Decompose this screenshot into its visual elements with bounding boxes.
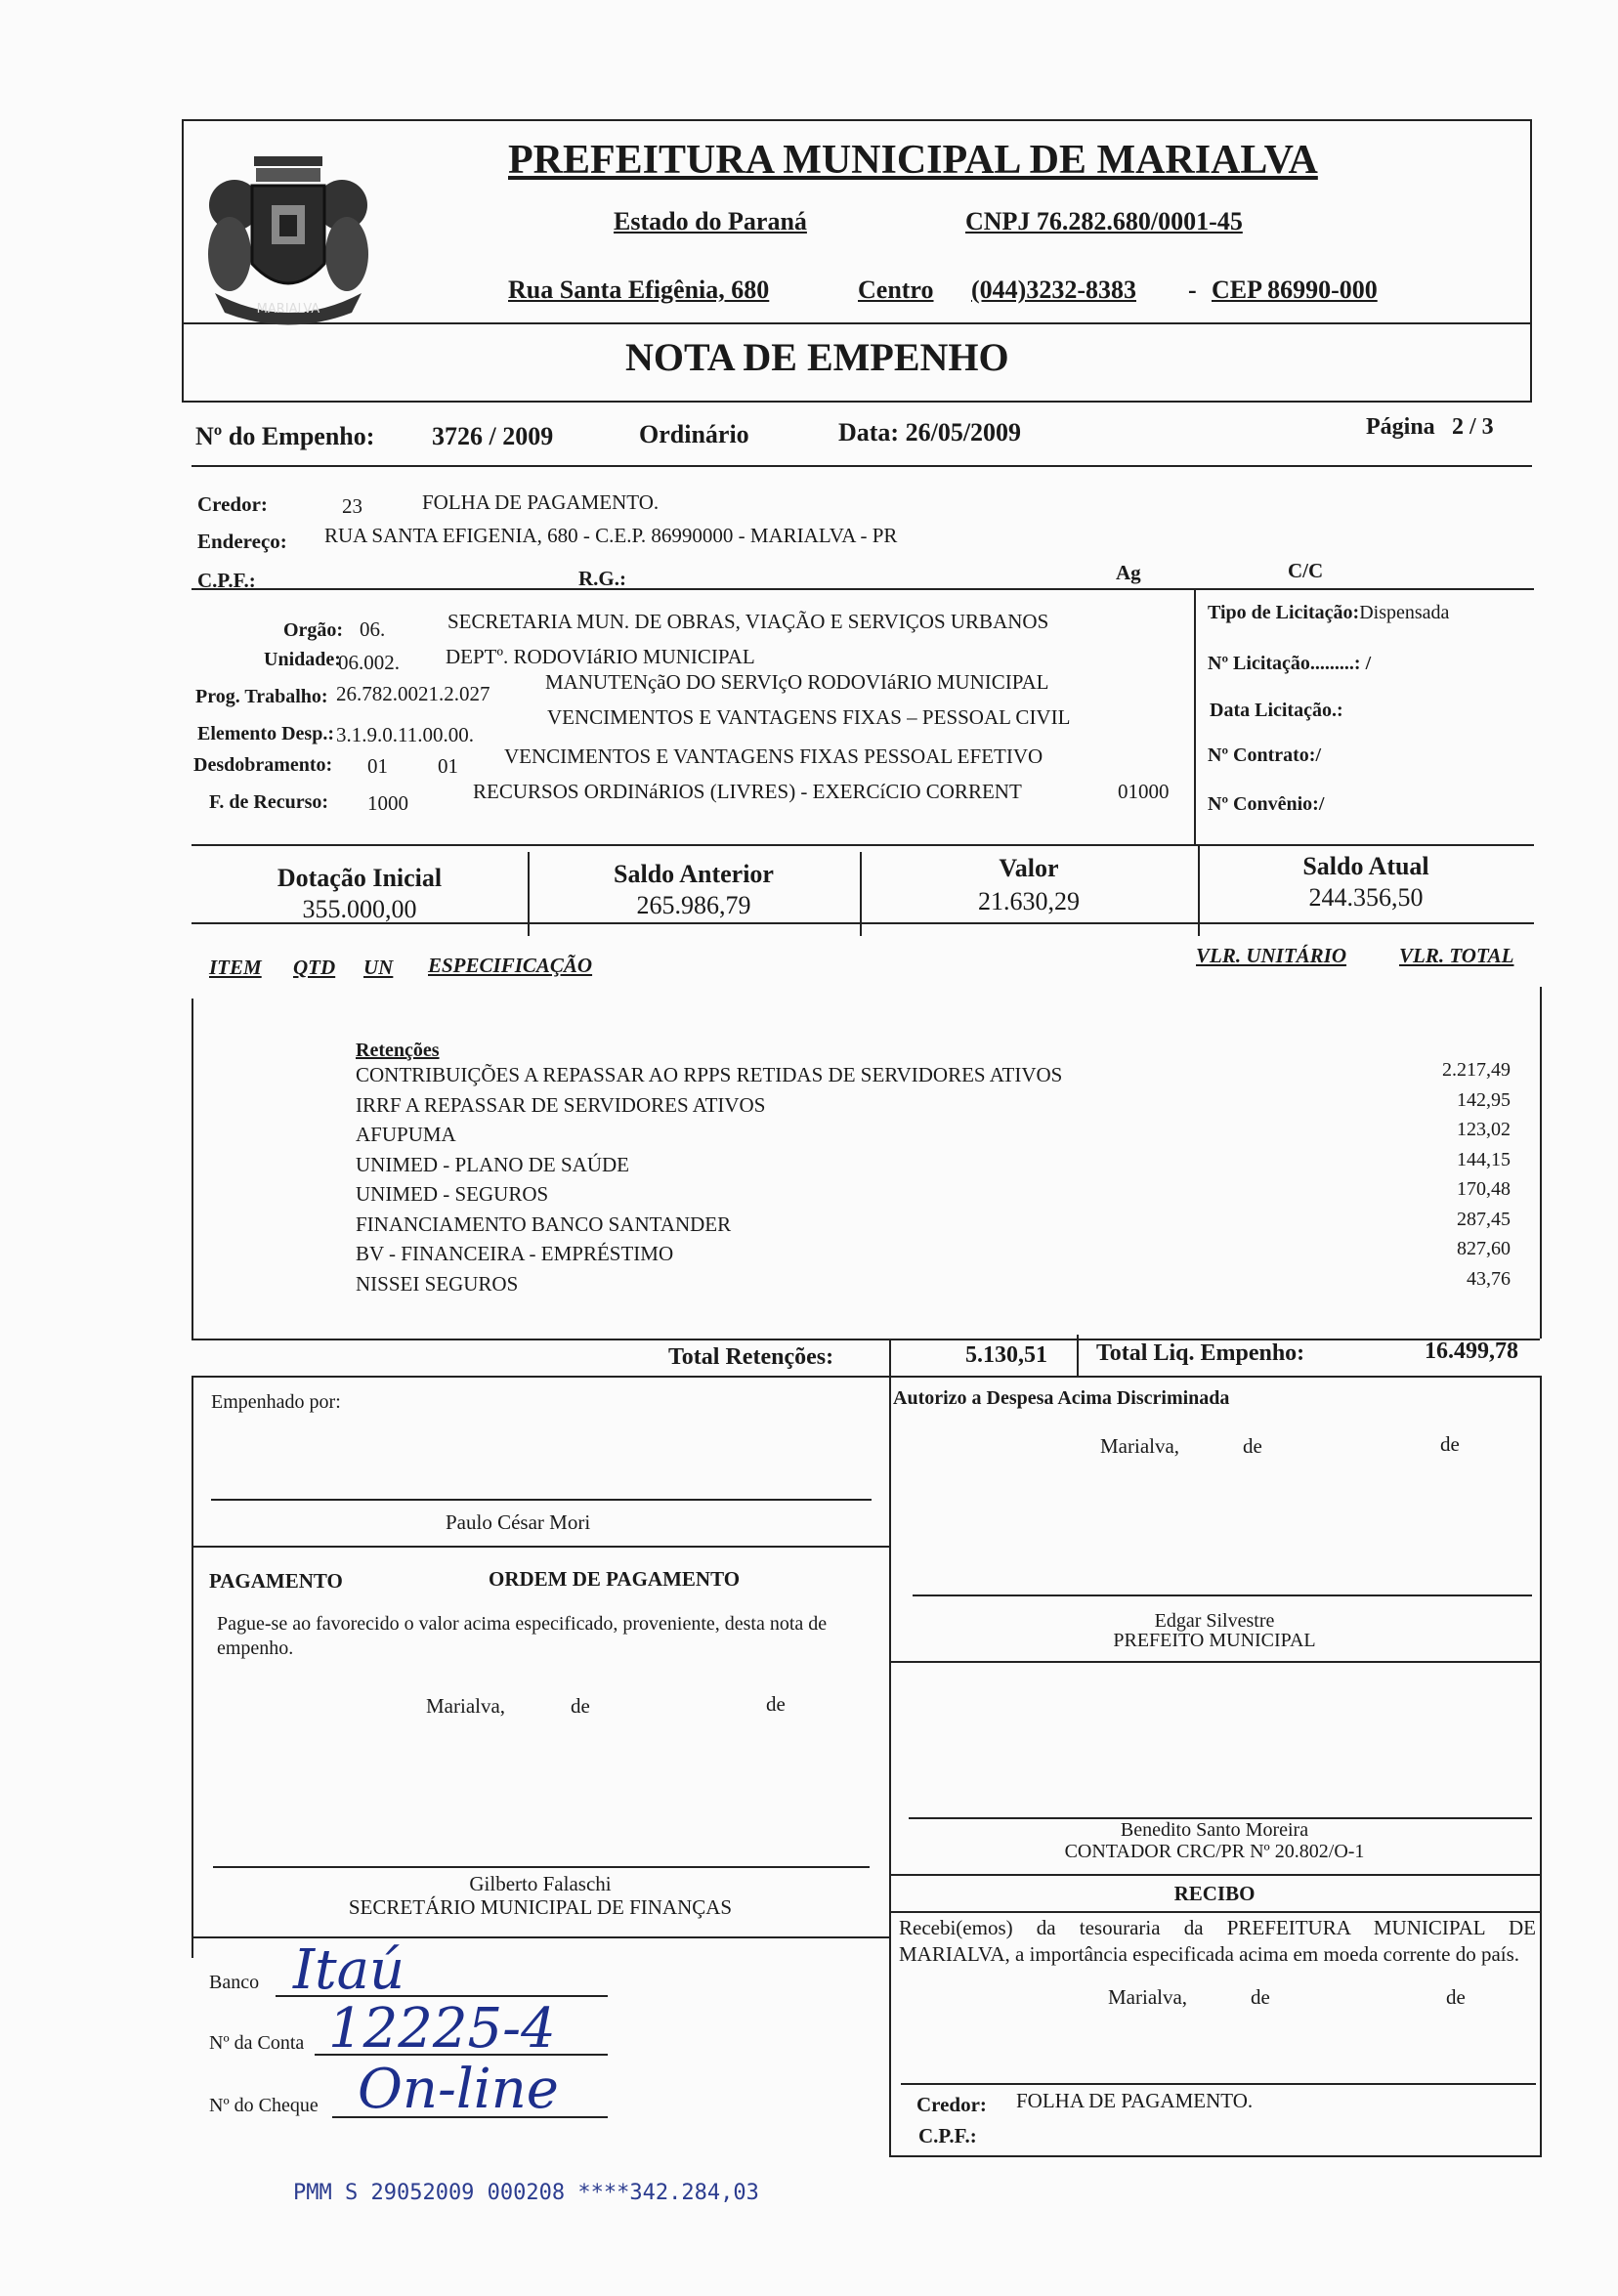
total-retencoes-label: Total Retenções:: [668, 1344, 834, 1370]
banco-label: Banco: [209, 1972, 260, 1993]
pagamento-label: PAGAMENTO: [209, 1569, 343, 1593]
bank-stamp: PMM S 29052009 000208 ****342.284,03: [293, 2181, 759, 2205]
header-cnpj: CNPJ 76.282.680/0001-45: [965, 207, 1243, 235]
orgao-label: Orgão:: [283, 619, 344, 641]
dotacao-label: Dotação Inicial: [277, 864, 443, 892]
header-state: Estado do Paraná: [614, 207, 807, 235]
svg-text:MARIALVA: MARIALVA: [256, 302, 320, 317]
unidade-desc: DEPTº. RODOVIáRIO MUNICIPAL: [446, 645, 755, 668]
tipo-licitacao-value: Dispensada: [1359, 602, 1450, 623]
num-convenio: Nº Convênio:/: [1208, 793, 1325, 815]
total-retencoes-value: 5.130,51: [965, 1342, 1047, 1368]
recibo-de-b: de: [1446, 1985, 1466, 2009]
cheque-handwritten: On-line: [358, 2058, 559, 2121]
prefeito-role: PREFEITO MUNICIPAL: [1113, 1630, 1316, 1651]
recibo-marialva: Marialva,: [1108, 1985, 1188, 2009]
marialva-1: Marialva,: [1100, 1434, 1180, 1458]
retencao-desc: AFUPUMA: [356, 1123, 456, 1146]
cc-label: C/C: [1288, 559, 1324, 582]
retencao-desc: BV - FINANCEIRA - EMPRÉSTIMO: [356, 1242, 674, 1265]
desd-label: Desdobramento:: [193, 754, 333, 776]
de-2b: de: [766, 1692, 786, 1716]
header-dash: -: [1188, 276, 1197, 304]
recurso-code: 1000: [367, 791, 408, 815]
num-contrato: Nº Contrato:/: [1208, 744, 1322, 766]
retencao-value: 123,02: [1457, 1119, 1511, 1140]
retencao-value: 287,45: [1457, 1208, 1511, 1230]
recurso-label: F. de Recurso:: [209, 791, 329, 813]
desd-desc: VENCIMENTOS E VANTAGENS FIXAS PESSOAL EFETIVO: [504, 744, 1043, 768]
marialva-2: Marialva,: [426, 1694, 506, 1718]
page-value: 2 / 3: [1452, 414, 1494, 440]
empenho-num-value: 3726 / 2009: [432, 422, 554, 450]
ordem-label: ORDEM DE PAGAMENTO: [489, 1567, 741, 1591]
pague-text: Pague-se ao favorecido o valor acima especificado, proveniente, desta nota de empenho.: [217, 1613, 828, 1659]
total-liq-value: 16.499,78: [1425, 1339, 1518, 1364]
credor-label: Credor:: [197, 492, 268, 516]
header-phone: (044)3232-8383: [971, 276, 1136, 304]
prog-desc: MANUTENçãO DO SERVIçO RODOVIáRIO MUNICIPAL: [545, 670, 1049, 694]
autorizo-text: Autorizo a Despesa Acima Discriminada: [893, 1387, 1230, 1409]
retencao-value: 142,95: [1457, 1088, 1511, 1111]
tipo-licitacao-label: Tipo de Licitação:: [1208, 602, 1360, 623]
desd-code1: 01: [367, 754, 388, 778]
col-espec: ESPECIFICAÇÃO: [428, 954, 593, 977]
col-qtd: QTD: [293, 956, 336, 979]
retencao-value: 43,76: [1467, 1267, 1511, 1290]
coat-of-arms-logo: [195, 137, 381, 332]
valor-label: Valor: [999, 854, 1059, 882]
elem-label: Elemento Desp.:: [197, 723, 334, 744]
retencao-value: 827,60: [1457, 1238, 1511, 1259]
conta-handwritten: 12225-4: [328, 1997, 556, 2061]
atual-value: 244.356,50: [1308, 883, 1424, 912]
recibo-credor-value: FOLHA DE PAGAMENTO.: [1016, 2089, 1254, 2112]
prefeito-name: Edgar Silvestre: [1154, 1610, 1275, 1632]
empenho-type: Ordinário: [639, 420, 749, 448]
secretario-role: SECRETÁRIO MUNICIPAL DE FINANÇAS: [348, 1895, 733, 1919]
contador-role: CONTADOR CRC/PR Nº 20.802/O-1: [1064, 1841, 1365, 1862]
valor-value: 21.630,29: [978, 887, 1080, 915]
de-2a: de: [571, 1694, 590, 1718]
retencao-desc: CONTRIBUIÇÕES A REPASSAR AO RPPS RETIDAS DE SERVIDORES ATIVOS: [356, 1063, 1063, 1086]
empenhado-label: Empenhado por:: [211, 1391, 341, 1413]
header-title: PREFEITURA MUNICIPAL DE MARIALVA: [508, 138, 1318, 183]
credor-code: 23: [342, 494, 362, 518]
recibo-cpf-label: C.P.F.:: [918, 2124, 977, 2147]
header-cep: CEP 86990-000: [1212, 276, 1378, 304]
recibo-title: RECIBO: [1173, 1882, 1256, 1905]
retencoes-title: Retenções: [356, 1040, 440, 1061]
retencao-desc: UNIMED - SEGUROS: [356, 1182, 549, 1206]
empenho-num-label: Nº do Empenho:: [195, 422, 375, 450]
unidade-label: Unidade:: [264, 649, 341, 670]
empenhado-name: Paulo César Mori: [446, 1510, 591, 1534]
retencao-value: 170,48: [1457, 1178, 1511, 1200]
retencao-desc: FINANCIAMENTO BANCO SANTANDER: [356, 1212, 732, 1236]
anterior-label: Saldo Anterior: [614, 860, 774, 888]
data-licitacao: Data Licitação.:: [1210, 700, 1343, 721]
credor-name: FOLHA DE PAGAMENTO.: [422, 490, 660, 514]
header-street: Rua Santa Efigênia, 680: [508, 276, 770, 304]
num-licitacao: Nº Licitação.........: /: [1208, 653, 1372, 674]
atual-label: Saldo Atual: [1302, 852, 1429, 880]
recibo-de-a: de: [1251, 1985, 1270, 2009]
header-centro: Centro: [858, 276, 934, 304]
orgao-desc: SECRETARIA MUN. DE OBRAS, VIAÇÃO E SERVIÇOS URBANOS: [447, 610, 1049, 633]
recibo-credor-label: Credor:: [916, 2093, 987, 2116]
retencao-value: 144,15: [1457, 1148, 1511, 1170]
col-vlr-total: VLR. TOTAL: [1399, 944, 1514, 967]
orgao-code: 06.: [360, 617, 386, 641]
col-un: UN: [363, 956, 394, 979]
col-item: ITEM: [209, 956, 262, 979]
secretario-name: Gilberto Falaschi: [469, 1872, 612, 1895]
conta-label: Nº da Conta: [209, 2032, 305, 2054]
empenho-date: Data: 26/05/2009: [838, 418, 1022, 446]
retencao-desc: UNIMED - PLANO DE SAÚDE: [356, 1152, 629, 1176]
endereco-value: RUA SANTA EFIGENIA, 680 - C.E.P. 86990000 - MARIALVA - PR: [324, 524, 898, 547]
desd-code2: 01: [438, 754, 458, 778]
total-liq-label: Total Liq. Empenho:: [1096, 1340, 1305, 1366]
retencao-value: 2.217,49: [1442, 1059, 1511, 1081]
recibo-text: Recebi(emos) da tesouraria da PREFEITURA MUNICIPAL DE MARIALVA, a importância especificada acima em moeda corrente do país.: [899, 1916, 1536, 1966]
col-vlr-unit: VLR. UNITÁRIO: [1196, 944, 1347, 967]
de-1a: de: [1243, 1434, 1262, 1458]
rg-label: R.G.:: [578, 567, 626, 590]
elem-code: 3.1.9.0.11.00.00.: [336, 723, 474, 746]
endereco-label: Endereço:: [197, 530, 287, 553]
ag-label: Ag: [1116, 561, 1141, 584]
prog-label: Prog. Trabalho:: [195, 686, 328, 707]
elem-desc: VENCIMENTOS E VANTAGENS FIXAS – PESSOAL CIVIL: [547, 705, 1071, 729]
retencao-desc: NISSEI SEGUROS: [356, 1271, 519, 1296]
doc-title: NOTA DE EMPENHO: [625, 335, 1009, 379]
page-label: Página: [1366, 414, 1435, 440]
contador-name: Benedito Santo Moreira: [1120, 1819, 1309, 1841]
retencao-desc: IRRF A REPASSAR DE SERVIDORES ATIVOS: [356, 1092, 766, 1117]
recurso-code2: 01000: [1118, 780, 1170, 803]
recurso-desc: RECURSOS ORDINáRIOS (LIVRES) - EXERCíCIO CORRENT: [473, 780, 1022, 803]
banco-handwritten: Itaú: [293, 1938, 405, 2002]
cpf-label: C.P.F.:: [197, 569, 256, 592]
de-1b: de: [1440, 1432, 1460, 1456]
cheque-label: Nº do Cheque: [209, 2095, 319, 2116]
prog-code: 26.782.0021.2.027: [336, 682, 490, 705]
dotacao-value: 355.000,00: [302, 895, 417, 923]
tipo-licitacao: [1208, 602, 1449, 624]
unidade-code: 06.002.: [338, 651, 400, 674]
anterior-value: 265.986,79: [636, 891, 751, 919]
